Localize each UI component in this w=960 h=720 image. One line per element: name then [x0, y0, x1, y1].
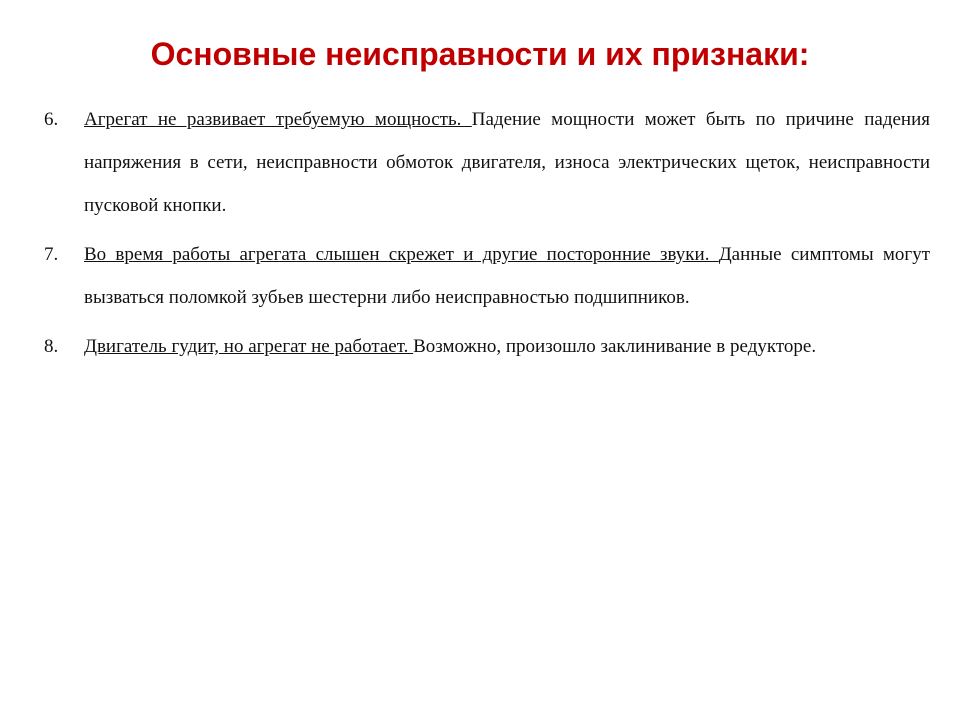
item-text: Возможно, произошло заклинивание в редукторе.: [413, 336, 817, 357]
item-text: Данные симптомы могут вызваться поломкой зубьев шестерни либо неисправностью подшипников.: [84, 244, 930, 308]
item-text: Падение мощности может быть по причине падения напряжения в сети, неисправности обмоток двигателя, износа электрических щеток, неисправности пусковой кнопки.: [84, 109, 930, 216]
item-number: 8.: [44, 336, 59, 357]
item-lead: Агрегат не развивает требуемую мощность.: [84, 109, 472, 130]
list-item: [0, 325, 960, 368]
item-number: 7.: [44, 244, 59, 265]
item-lead: Во время работы агрегата слышен скрежет и другие посторонние звуки.: [84, 244, 719, 265]
faults-list: [0, 98, 960, 374]
item-number: 6.: [44, 109, 59, 130]
list-item: [0, 233, 960, 319]
item-lead: Двигатель гудит, но агрегат не работает.: [84, 336, 414, 357]
list-item: [0, 98, 960, 227]
slide-title: Основные неисправности и их признаки:: [150, 36, 810, 72]
